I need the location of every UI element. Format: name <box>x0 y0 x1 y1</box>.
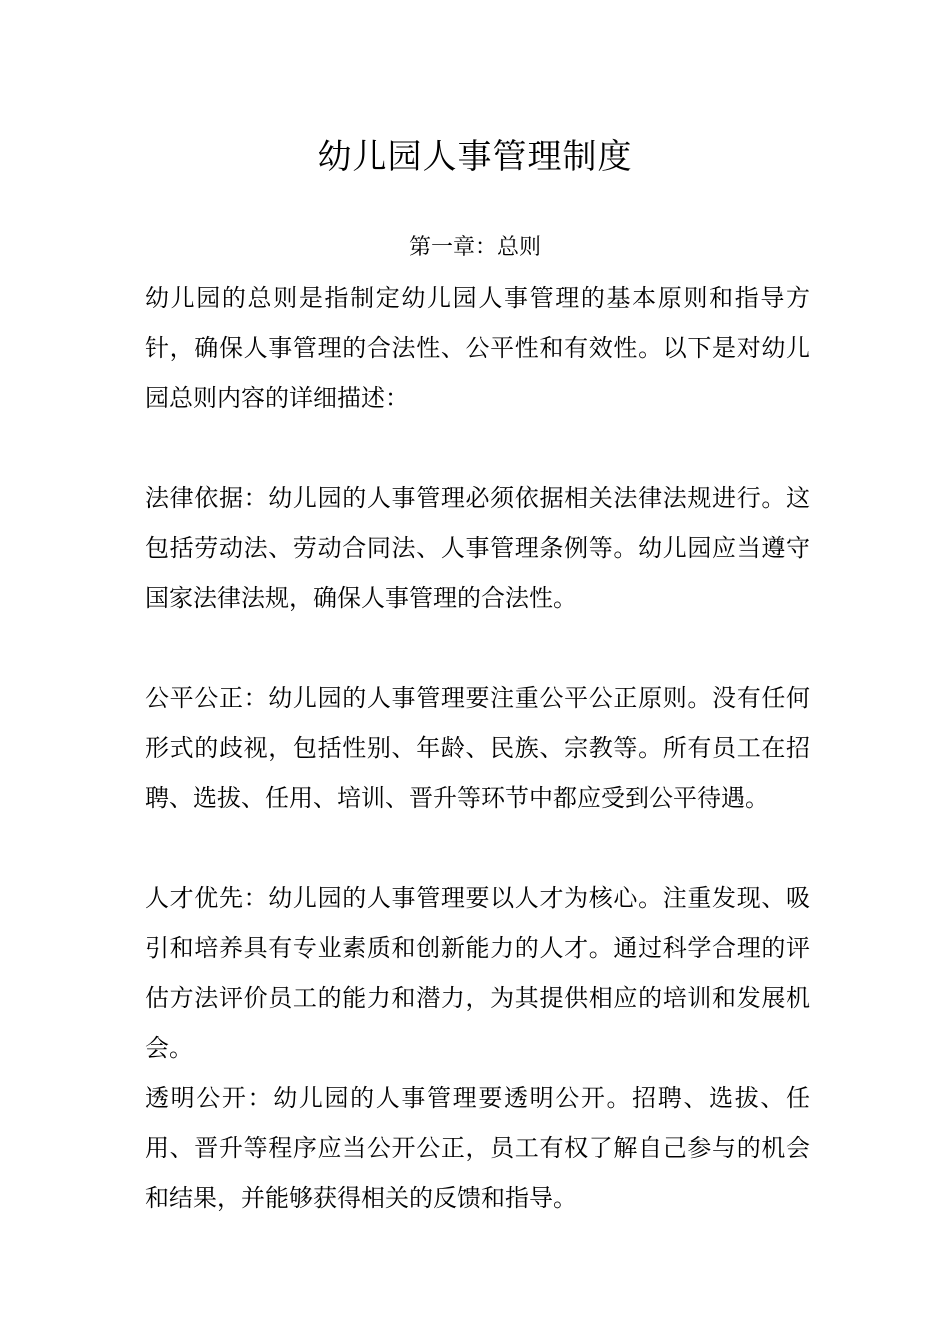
chapter-heading: 第一章：总则 <box>408 235 541 260</box>
page-title: 幼儿园人事管理制度 <box>317 137 633 177</box>
paragraph-fairness: 公平公正：幼儿园的人事管理要注重公平公正原则。没有任何形式的歧视，包括性别、年龄、民族、宗教等。所有员工在招聘、选拔、任用、培训、晋升等环节中都应受到公平待遇。 <box>145 684 810 812</box>
paragraph-transparency: 透明公开：幼儿园的人事管理要透明公开。招聘、选拔、任用、晋升等程序应当公开公正，员工有权了解自己参与的机会和结果，并能够获得相关的反馈和指导。 <box>145 1084 810 1212</box>
paragraph-talent-priority: 人才优先：幼儿园的人事管理要以人才为核心。注重发现、吸引和培养具有专业素质和创新能力的人才。通过科学合理的评估方法评价员工的能力和潜力，为其提供相应的培训和发展机会。 <box>145 884 810 1062</box>
paragraph-legal-basis: 法律依据：幼儿园的人事管理必须依据相关法律法规进行。这包括劳动法、劳动合同法、人事管理条例等。幼儿园应当遵守国家法律法规，确保人事管理的合法性。 <box>145 484 810 612</box>
paragraph-intro: 幼儿园的总则是指制定幼儿园人事管理的基本原则和指导方针，确保人事管理的合法性、公平性和有效性。以下是对幼儿园总则内容的详细描述： <box>145 284 810 412</box>
